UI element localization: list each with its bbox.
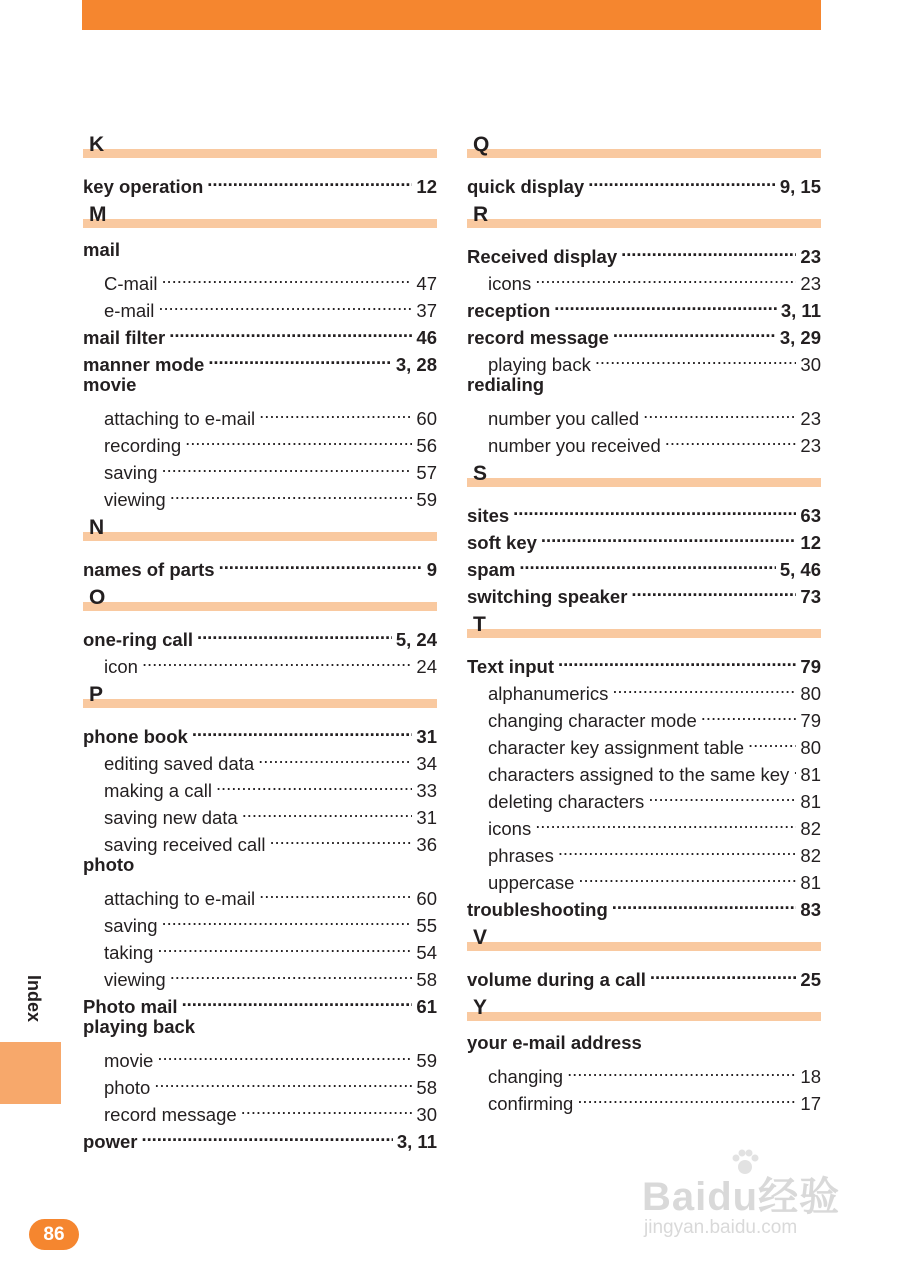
dot-leader xyxy=(142,646,412,673)
dot-leader xyxy=(259,398,412,425)
entry-page-number: 56 xyxy=(416,435,437,456)
dot-leader xyxy=(161,263,412,290)
section-letter-header xyxy=(83,684,437,709)
section-letter: P xyxy=(89,683,104,706)
entry-label: record message xyxy=(104,1104,237,1125)
entry-page-number: 82 xyxy=(800,818,821,839)
entry-page-number: 18 xyxy=(800,1066,821,1087)
entry-label: number you received xyxy=(488,435,661,456)
section-letter: Q xyxy=(473,133,490,156)
dot-leader xyxy=(242,797,413,824)
index-entry xyxy=(83,166,437,197)
dot-leader xyxy=(170,479,413,506)
entry-label: manner mode xyxy=(83,354,205,375)
entry-page-number: 5, 24 xyxy=(395,629,437,650)
section-header-band xyxy=(467,219,821,228)
index-entry xyxy=(83,619,437,650)
index-entry xyxy=(83,1040,437,1071)
section-letter: V xyxy=(473,926,488,949)
entry-page-number: 31 xyxy=(416,807,437,828)
dot-leader xyxy=(567,1056,796,1083)
entry-page-number: 73 xyxy=(800,586,821,607)
index-section xyxy=(467,996,821,1114)
dot-leader xyxy=(643,398,796,425)
entry-label: key operation xyxy=(83,176,204,197)
entry-page-number: 83 xyxy=(800,899,821,920)
page-number-badge: 86 xyxy=(29,1219,79,1250)
dot-leader xyxy=(258,743,412,770)
dot-leader xyxy=(612,889,797,916)
entry-label: phone book xyxy=(83,726,188,747)
index-entry xyxy=(467,549,821,580)
entry-label: character key assignment table xyxy=(488,737,745,758)
entry-label: phrases xyxy=(488,845,554,866)
index-entry xyxy=(467,1056,821,1087)
dot-leader xyxy=(161,905,412,932)
index-entry xyxy=(83,263,437,294)
entry-label: saving new data xyxy=(104,807,238,828)
entry-page-number: 81 xyxy=(800,791,821,812)
entry-label: C-mail xyxy=(104,273,158,294)
entry-label: viewing xyxy=(104,489,166,510)
section-letter-header xyxy=(83,517,437,542)
entry-label: your e-mail address xyxy=(467,1032,642,1053)
dot-leader xyxy=(513,495,796,522)
index-section xyxy=(83,516,437,580)
entry-label: names of parts xyxy=(83,559,215,580)
entry-page-number: 79 xyxy=(800,710,821,731)
entry-page-number: 47 xyxy=(416,273,437,294)
dot-leader xyxy=(259,878,412,905)
dot-leader xyxy=(535,808,796,835)
dot-leader xyxy=(558,646,796,673)
index-section xyxy=(467,203,821,456)
dot-leader xyxy=(595,344,797,371)
dot-leader xyxy=(650,959,797,986)
entry-page-number: 23 xyxy=(800,435,821,456)
entry-page-number: 3, 11 xyxy=(780,300,821,321)
entry-page-number: 3, 28 xyxy=(395,354,437,375)
watermark xyxy=(642,1147,852,1247)
entry-label: switching speaker xyxy=(467,586,628,607)
index-entry xyxy=(83,398,437,429)
index-section xyxy=(83,586,437,677)
entry-label: sites xyxy=(467,505,510,526)
watermark-logo: Baidu经验 xyxy=(642,1175,841,1219)
entry-label: e-mail xyxy=(104,300,155,321)
index-section xyxy=(467,926,821,990)
entry-label: movie xyxy=(83,374,137,395)
dot-leader xyxy=(219,549,423,576)
entry-page-number: 3, 11 xyxy=(396,1131,437,1152)
section-header-band xyxy=(83,149,437,158)
index-entry xyxy=(83,371,437,398)
section-letter-header xyxy=(467,463,821,488)
section-header-band xyxy=(467,478,821,487)
dot-leader xyxy=(241,1094,413,1121)
entry-page-number: 55 xyxy=(416,915,437,936)
entry-page-number: 59 xyxy=(416,489,437,510)
entry-page-number: 54 xyxy=(416,942,437,963)
side-tab-label xyxy=(14,975,54,1035)
index-entry xyxy=(467,646,821,677)
entry-label: characters assigned to the same key xyxy=(488,764,790,785)
dot-leader xyxy=(701,700,797,727)
section-header-band xyxy=(467,1012,821,1021)
dot-leader xyxy=(612,673,796,700)
entry-page-number: 46 xyxy=(416,327,437,348)
entry-label: record message xyxy=(467,327,609,348)
dot-leader xyxy=(577,1083,796,1110)
section-letter-header xyxy=(83,587,437,612)
section-letter-header xyxy=(467,997,821,1022)
entry-label: editing saved data xyxy=(104,753,255,774)
entry-page-number: 58 xyxy=(416,1077,437,1098)
entry-label: uppercase xyxy=(488,872,575,893)
entry-page-number: 57 xyxy=(416,462,437,483)
dot-leader xyxy=(631,576,796,603)
entry-page-number: 12 xyxy=(416,176,437,197)
entry-label: volume during a call xyxy=(467,969,646,990)
entry-label: saving xyxy=(104,462,158,483)
entry-page-number: 37 xyxy=(416,300,437,321)
section-header-band xyxy=(83,699,437,708)
section-letter: Y xyxy=(473,996,488,1019)
dot-leader xyxy=(613,317,776,344)
dot-leader xyxy=(182,986,413,1013)
entry-page-number: 23 xyxy=(800,408,821,429)
dot-leader xyxy=(748,727,796,754)
entry-label: deleting characters xyxy=(488,791,645,812)
entry-label: confirming xyxy=(488,1093,574,1114)
section-header-band xyxy=(83,219,437,228)
entry-page-number: 34 xyxy=(416,753,437,774)
entry-page-number: 80 xyxy=(800,683,821,704)
entry-label: photo xyxy=(83,854,135,875)
index-section xyxy=(467,613,821,920)
entry-label: recording xyxy=(104,435,182,456)
entry-label: playing back xyxy=(83,1016,196,1037)
dot-leader xyxy=(793,754,796,781)
entry-page-number: 3, 29 xyxy=(779,327,821,348)
entry-label: viewing xyxy=(104,969,166,990)
entry-page-number: 9 xyxy=(426,559,437,580)
index-entry xyxy=(467,371,821,398)
section-letter-header xyxy=(467,204,821,229)
entry-label: changing character mode xyxy=(488,710,697,731)
section-header-band xyxy=(83,602,437,611)
entry-page-number: 9, 15 xyxy=(779,176,821,197)
entry-page-number: 17 xyxy=(800,1093,821,1114)
dot-leader xyxy=(170,959,413,986)
entry-label: saving xyxy=(104,915,158,936)
index-entry xyxy=(467,959,821,990)
dot-leader xyxy=(648,781,796,808)
dot-leader xyxy=(197,619,392,646)
entry-page-number: 63 xyxy=(800,505,821,526)
entry-page-number: 23 xyxy=(800,273,821,294)
section-header-band xyxy=(467,942,821,951)
entry-label: power xyxy=(83,1131,138,1152)
index-section xyxy=(83,203,437,510)
dot-leader xyxy=(578,862,796,889)
dot-leader xyxy=(192,716,413,743)
dot-leader xyxy=(269,824,412,851)
section-header-band xyxy=(467,149,821,158)
dot-leader xyxy=(157,932,412,959)
index-entry xyxy=(83,716,437,747)
index-entry xyxy=(467,166,821,197)
entry-page-number: 60 xyxy=(416,408,437,429)
entry-page-number: 30 xyxy=(800,354,821,375)
entry-label: spam xyxy=(467,559,516,580)
dot-leader xyxy=(588,166,776,193)
section-letter-header xyxy=(83,204,437,229)
entry-page-number: 80 xyxy=(800,737,821,758)
dot-leader xyxy=(169,317,412,344)
entry-page-number: 81 xyxy=(800,764,821,785)
index-entry xyxy=(83,1013,437,1040)
section-letter: N xyxy=(89,516,105,539)
dot-leader xyxy=(216,770,412,797)
entry-page-number: 12 xyxy=(800,532,821,553)
dot-leader xyxy=(535,263,796,290)
entry-page-number: 36 xyxy=(416,834,437,855)
index-entry xyxy=(467,522,821,553)
entry-page-number: 60 xyxy=(416,888,437,909)
entry-label: Received display xyxy=(467,246,618,267)
entry-label: changing xyxy=(488,1066,564,1087)
entry-label: Photo mail xyxy=(83,996,178,1017)
entry-page-number: 59 xyxy=(416,1050,437,1071)
dot-leader xyxy=(208,344,392,371)
entry-label: attaching to e-mail xyxy=(104,408,256,429)
entry-label: icon xyxy=(104,656,138,677)
section-letter-header xyxy=(83,134,437,159)
dot-leader xyxy=(519,549,776,576)
entry-label: making a call xyxy=(104,780,212,801)
index-entry xyxy=(83,549,437,580)
entry-page-number: 23 xyxy=(800,246,821,267)
section-letter: R xyxy=(473,203,489,226)
entry-page-number: 33 xyxy=(416,780,437,801)
section-letter: M xyxy=(89,203,107,226)
dot-leader xyxy=(154,1067,412,1094)
entry-label: quick display xyxy=(467,176,585,197)
entry-label: attaching to e-mail xyxy=(104,888,256,909)
entry-page-number: 82 xyxy=(800,845,821,866)
dot-leader xyxy=(158,290,412,317)
entry-label: alphanumerics xyxy=(488,683,609,704)
top-accent-bar xyxy=(82,0,821,30)
watermark-url: jingyan.baidu.com xyxy=(644,1217,798,1238)
index-column-right xyxy=(467,134,821,1121)
section-letter: O xyxy=(89,586,106,609)
entry-label: one-ring call xyxy=(83,629,193,650)
dot-leader xyxy=(541,522,797,549)
entry-page-number: 25 xyxy=(800,969,821,990)
section-letter-header xyxy=(467,614,821,639)
entry-label: troubleshooting xyxy=(467,899,608,920)
dot-leader xyxy=(621,236,796,263)
entry-label: icons xyxy=(488,818,532,839)
dot-leader xyxy=(554,290,777,317)
index-entry xyxy=(83,878,437,909)
section-letter-header xyxy=(467,927,821,952)
entry-page-number: 31 xyxy=(416,726,437,747)
dot-leader xyxy=(558,835,797,862)
entry-label: mail filter xyxy=(83,327,166,348)
dot-leader xyxy=(185,425,412,452)
entry-page-number: 81 xyxy=(800,872,821,893)
section-letter-header xyxy=(467,134,821,159)
entry-label: reception xyxy=(467,300,551,321)
dot-leader xyxy=(161,452,412,479)
entry-page-number: 61 xyxy=(416,996,437,1017)
entry-label: saving received call xyxy=(104,834,266,855)
entry-label: playing back xyxy=(488,354,591,375)
index-entry xyxy=(467,576,821,607)
index-entry xyxy=(467,1029,821,1056)
section-letter: S xyxy=(473,462,488,485)
entry-page-number: 24 xyxy=(416,656,437,677)
dot-leader xyxy=(141,1121,392,1148)
section-letter: T xyxy=(473,613,486,636)
entry-label: number you called xyxy=(488,408,640,429)
section-letter: K xyxy=(89,133,105,156)
entry-label: redialing xyxy=(467,374,545,395)
entry-label: soft key xyxy=(467,532,537,553)
index-entry xyxy=(467,495,821,526)
section-header-band xyxy=(467,629,821,638)
index-section xyxy=(467,133,821,197)
index-entry xyxy=(467,398,821,429)
entry-label: mail xyxy=(83,239,121,260)
dot-leader xyxy=(207,166,412,193)
entry-page-number: 79 xyxy=(800,656,821,677)
dot-leader xyxy=(157,1040,412,1067)
entry-label: Text input xyxy=(467,656,555,677)
side-tab-text: Index xyxy=(24,975,44,1023)
index-section xyxy=(467,462,821,607)
index-entry xyxy=(83,236,437,263)
entry-label: taking xyxy=(104,942,154,963)
index-section xyxy=(83,683,437,1152)
index-column-left xyxy=(83,134,437,1159)
entry-label: movie xyxy=(104,1050,154,1071)
entry-label: photo xyxy=(104,1077,151,1098)
entry-label: icons xyxy=(488,273,532,294)
side-tab xyxy=(0,1042,61,1104)
entry-page-number: 30 xyxy=(416,1104,437,1125)
index-section xyxy=(83,133,437,197)
entry-page-number: 5, 46 xyxy=(779,559,821,580)
section-header-band xyxy=(83,532,437,541)
dot-leader xyxy=(665,425,797,452)
entry-page-number: 58 xyxy=(416,969,437,990)
index-entry xyxy=(467,236,821,267)
